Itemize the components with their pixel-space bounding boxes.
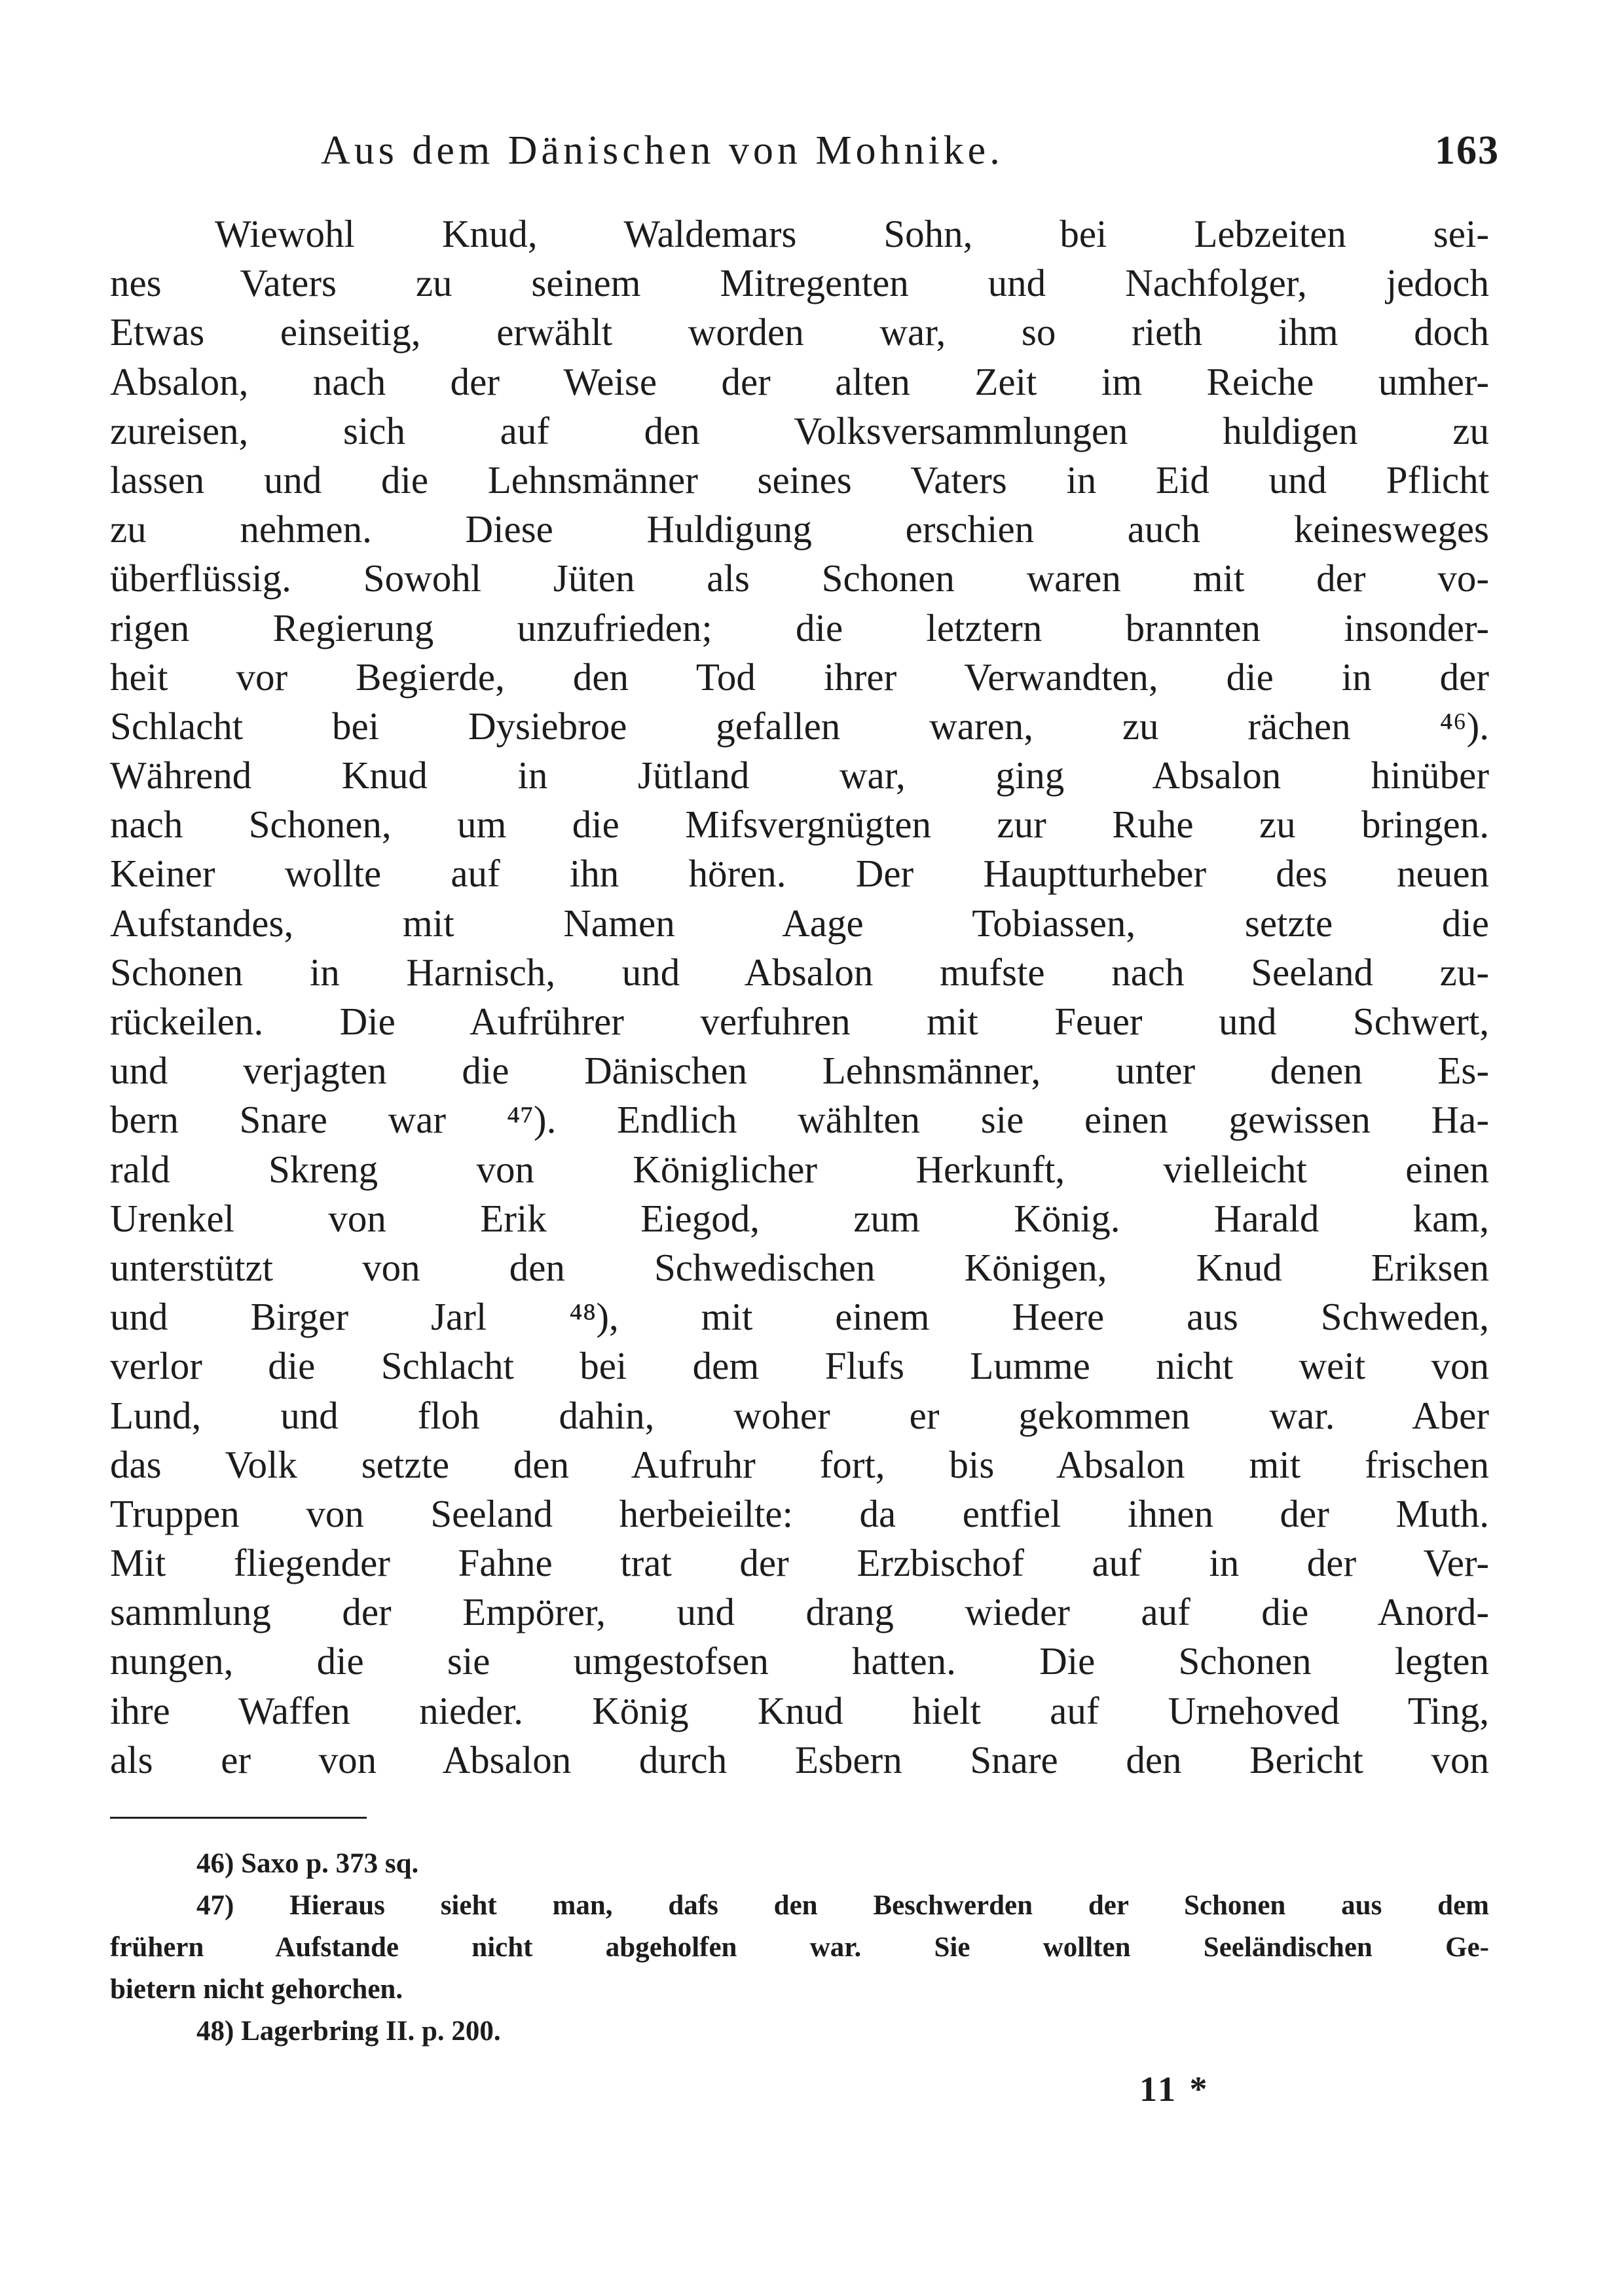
text-line: Schlacht bei Dysiebroe gefallen waren, zu rächen ⁴⁶). xyxy=(110,704,1489,748)
text-line: nes Vaters zu seinem Mitregenten und Nachfolger, jedoch xyxy=(110,261,1489,305)
footnote-47-line: frühern Aufstande nicht abgeholfen war. Sie wollten Seeländischen Ge- xyxy=(110,1932,1489,1963)
main-text xyxy=(110,210,1489,1785)
text-line: Keiner wollte auf ihn hören. Der Hauptturheber des neuen xyxy=(110,852,1489,896)
running-title: Aus dem Dänischen von Mohnike. xyxy=(321,128,1004,173)
text-line: Etwas einseitig, erwählt worden war, so rieth ihm doch xyxy=(110,310,1489,354)
text-line: heit vor Begierde, den Tod ihrer Verwandten, die in der xyxy=(110,655,1489,699)
text-line: Urenkel von Erik Eiegod, zum König. Harald kam, xyxy=(110,1196,1489,1240)
text-line: Lund, und floh dahin, woher er gekommen war. Aber xyxy=(110,1393,1489,1437)
text-line: Aufstandes, mit Namen Aage Tobiassen, setzte die xyxy=(110,901,1489,945)
text-line: überflüssig. Sowohl Jüten als Schonen waren mit der vo- xyxy=(110,556,1489,600)
text-line: unterstützt von den Schwedischen Königen, Knud Eriksen xyxy=(110,1245,1489,1289)
footnote-47-line: 47) Hieraus sieht man, dafs den Beschwerden der Schonen aus dem xyxy=(196,1890,1489,1921)
text-line: sammlung der Empörer, und drang wieder auf die Anord- xyxy=(110,1590,1489,1634)
text-line: und verjagten die Dänischen Lehnsmänner, unter denen Es- xyxy=(110,1049,1489,1093)
signature-mark: 11 * xyxy=(1139,2069,1210,2109)
text-line: Wiewohl Knud, Waldemars Sohn, bei Lebzeiten sei- xyxy=(215,212,1489,255)
text-line: Schonen in Harnisch, und Absalon mufste nach Seeland zu- xyxy=(110,950,1489,994)
text-line: lassen und die Lehnsmänner seines Vaters in Eid und Pflicht xyxy=(110,458,1489,501)
page-number: 163 xyxy=(1435,128,1500,173)
text-line: das Volk setzte den Aufruhr fort, bis Absalon mit frischen xyxy=(110,1442,1489,1486)
text-line: und Birger Jarl ⁴⁸), mit einem Heere aus Schweden, xyxy=(110,1295,1489,1339)
text-line: rückeilen. Die Aufrührer verfuhren mit Feuer und Schwert, xyxy=(110,1000,1489,1043)
running-header xyxy=(321,128,1500,187)
footnote-47-line: bietern nicht gehorchen. xyxy=(110,1974,403,2005)
text-line: nungen, die sie umgestofsen hatten. Die Schonen legten xyxy=(110,1639,1489,1683)
text-line: Absalon, nach der Weise der alten Zeit im Reiche umher- xyxy=(110,359,1489,403)
footnote-48: 48) Lagerbring II. p. 200. xyxy=(196,2016,501,2047)
text-line: rigen Regierung unzufrieden; die letztern brannten insonder- xyxy=(110,606,1489,649)
footnotes xyxy=(110,1843,1489,2052)
text-line: ihre Waffen nieder. König Knud hielt auf Urnehoved Ting, xyxy=(110,1688,1489,1732)
text-line: als er von Absalon durch Esbern Snare den Bericht von xyxy=(110,1738,1489,1781)
text-line: nach Schonen, um die Mifsvergnügten zur Ruhe zu bringen. xyxy=(110,803,1489,847)
text-line: zureisen, sich auf den Volksversammlungen huldigen zu xyxy=(110,409,1489,452)
footnote-separator xyxy=(110,1817,367,1819)
text-line: Truppen von Seeland herbeieilte: da entfiel ihnen der Muth. xyxy=(110,1491,1489,1535)
text-line: Während Knud in Jütland war, ging Absalon hinüber xyxy=(110,754,1489,797)
text-line: bern Snare war ⁴⁷). Endlich wählten sie einen gewissen Ha- xyxy=(110,1098,1489,1142)
footnote-46: 46) Saxo p. 373 sq. xyxy=(196,1848,419,1879)
text-line: rald Skreng von Königlicher Herkunft, vielleicht einen xyxy=(110,1147,1489,1191)
text-line: zu nehmen. Diese Huldigung erschien auch keinesweges xyxy=(110,507,1489,551)
text-line: verlor die Schlacht bei dem Flufs Lumme nicht weit von xyxy=(110,1344,1489,1388)
text-line: Mit fliegender Fahne trat der Erzbischof auf in der Ver- xyxy=(110,1541,1489,1585)
